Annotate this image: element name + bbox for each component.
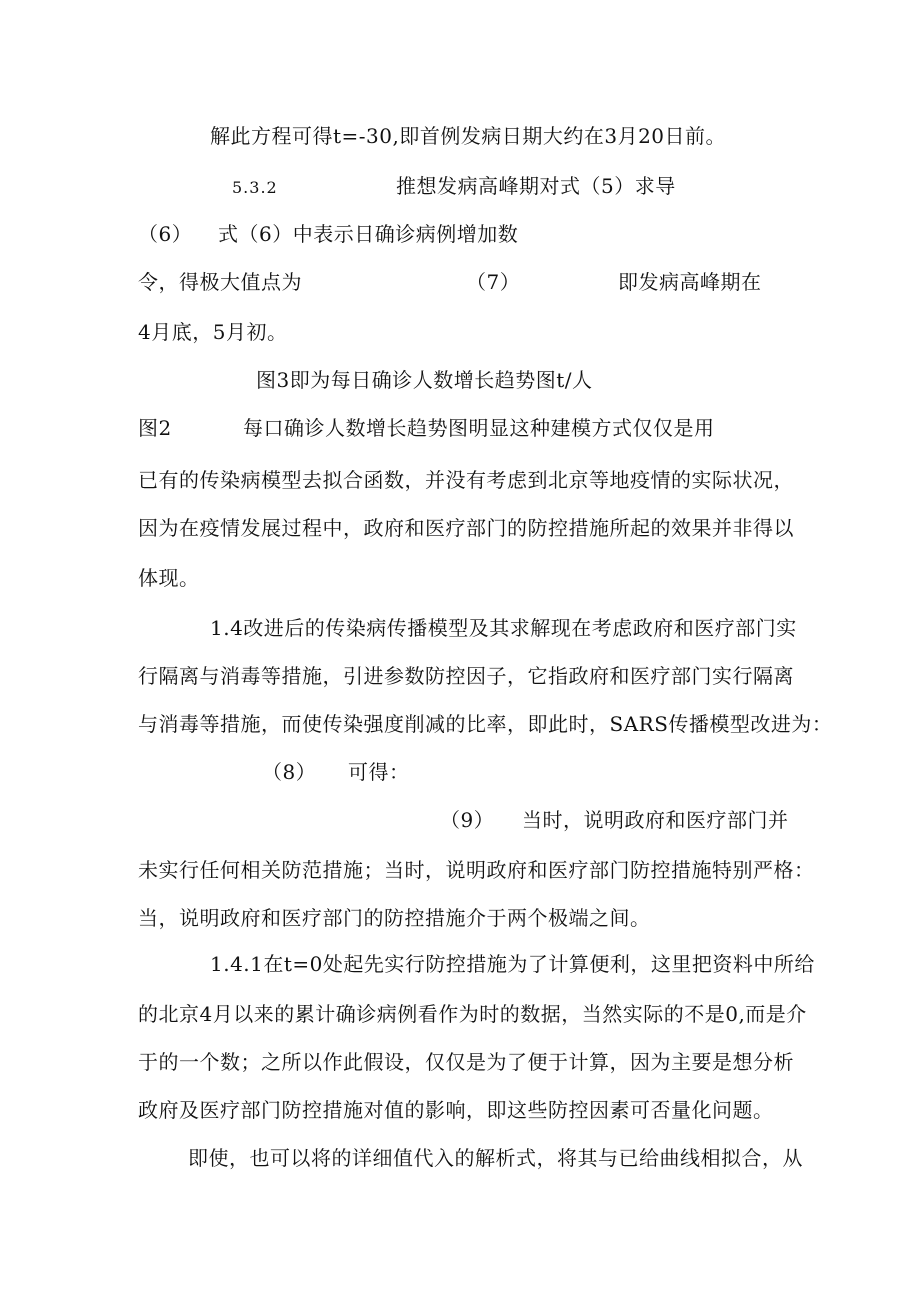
section-heading: 1.4.1在t=0处起先实行防控措施为了计算便利，这里把资料中所给 [210,952,815,976]
section-heading: 推想发病高峰期对式（5）求导 [396,174,676,198]
text-line: 行隔离与消毒等措施，引进参数防控因子，它指政府和医疗部门实行隔离 [138,664,794,688]
section-number: 5.3.2 [232,178,278,197]
equation-number: （8） [262,760,317,784]
text-line: 体现。 [138,566,200,590]
text-line: 的北京4月以来的累计确诊病例看作为时的数据，当然实际的不是0,而是介 [138,1002,807,1026]
text-line: 政府及医疗部门防控措施对值的影响，即这些防控因素可否量化问题。 [138,1098,774,1122]
text-line: 未实行任何相关防范措施；当时，说明政府和医疗部门防控措施特别严格： [138,858,815,882]
text-line: 于的一个数；之所以作此假设，仅仅是为了便于计算，因为主要是想分析 [138,1050,794,1074]
text-line: 因为在疫情发展过程中，政府和医疗部门的防控措施所起的效果并非得以 [138,516,794,540]
figure-label: 图2 [138,416,172,440]
equation-number: （6） [138,222,193,246]
text-line: 令，得极大值点为 [138,270,302,294]
text-line: 解此方程可得t=-30,即首例发病日期大约在3月20日前。 [210,124,727,148]
text-line: 式（6）中表示日确诊病例增加数 [218,222,519,246]
equation-number: （7） [466,270,521,294]
equation-number: （9） [440,808,495,832]
text-line: 当，说明政府和医疗部门的防控措施介于两个极端之间。 [138,906,651,930]
text-line: 每口确诊人数增长趋势图明显这种建模方式仅仅是用 [243,416,715,440]
figure-caption: 图3即为每日确诊人数增长趋势图t/人 [256,368,593,392]
text-line: 即使，也可以将的详细值代入的解析式，将其与已给曲线相拟合，从 [188,1146,803,1170]
section-heading: 1.4改进后的传染病传播模型及其求解现在考虑政府和医疗部门实 [210,616,797,640]
text-line: 当时，说明政府和医疗部门并 [522,808,789,832]
text-line: 与消毒等措施，而使传染强度削减的比率，即此时，SARS传播模型改进为： [138,712,833,736]
text-line: 可得： [348,760,410,784]
text-line: 4月底，5月初。 [138,320,288,344]
text-line: 即发病高峰期在 [618,270,762,294]
text-line: 已有的传染病模型去拟合函数，并没有考虑到北京等地疫情的实际状况， [138,468,794,492]
